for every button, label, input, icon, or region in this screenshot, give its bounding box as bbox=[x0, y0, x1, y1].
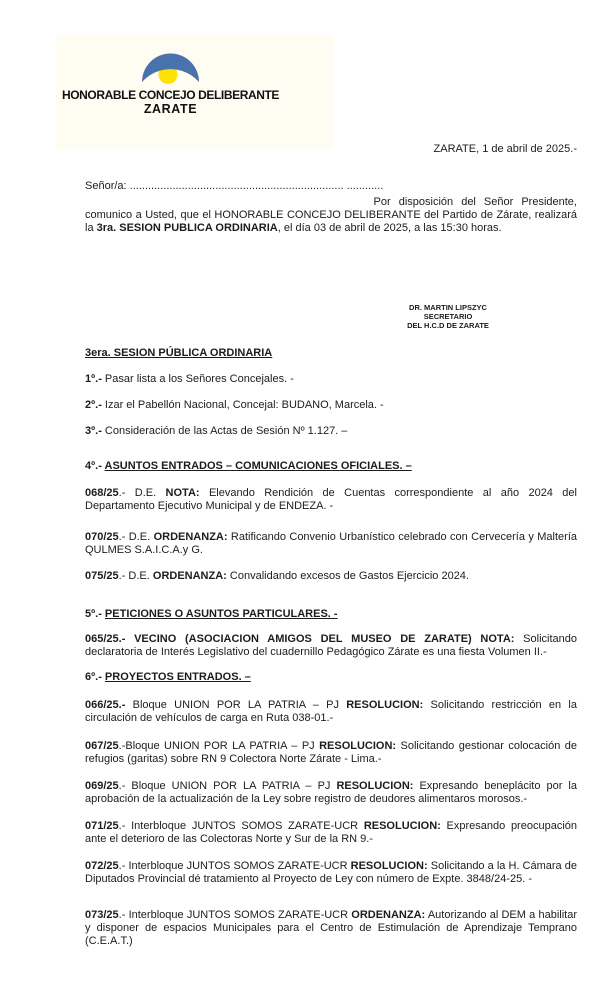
item-origin: .- D.E. bbox=[118, 487, 166, 499]
item-origin: .- Interbloque JUNTOS SOMOS ZARATE-UCR bbox=[118, 820, 364, 832]
item-text: Elevando Rendición de Cuentas correspondiente al año 2024 del Departamento Ejecutivo Municipal y de ENDEZA. - bbox=[85, 487, 577, 512]
item-origin: .- Interbloque JUNTOS SOMOS ZARATE-UCR bbox=[118, 860, 351, 872]
salutation-dots: ...................................................................... ............ bbox=[129, 180, 384, 192]
logo bbox=[56, 35, 285, 149]
item-origin: .- Bloque UNION POR LA PATRIA – PJ bbox=[118, 780, 337, 792]
item-text: Ratificando Convenio Urbanístico celebrado con Cervecería y Maltería QULMES S.A.I.C.A.y G. bbox=[85, 531, 577, 556]
intro-session-name: 3ra. SESION PUBLICA ORDINARIA bbox=[96, 222, 278, 234]
item-doc-type: RESOLUCION: bbox=[336, 780, 414, 792]
item-doc-type: RESOLUCION: bbox=[350, 860, 428, 872]
intro-paragraph bbox=[85, 209, 577, 235]
item-text: Solicitando a la H. Cámara de Diputados Provincial dé tratamiento al Proyecto de Ley con número de Expte. 3848/24-25. - bbox=[85, 860, 577, 885]
item-number: 073/25 bbox=[85, 909, 119, 921]
item-doc-type: RESOLUCION: bbox=[346, 699, 424, 711]
item-number: 065/25.- VECINO (ASOCIACION AMIGOS DEL MUSEO DE ZARATE) NOTA: bbox=[85, 633, 515, 645]
agenda-point-3 bbox=[85, 425, 577, 438]
agenda-item-072 bbox=[85, 860, 577, 886]
section-title: ASUNTOS ENTRADOS – COMUNICACIONES OFICIALES. – bbox=[104, 460, 412, 472]
item-doc-type: ORDENANZA: bbox=[351, 909, 426, 921]
item-number: 069/25 bbox=[85, 780, 119, 792]
item-number: 068/25 bbox=[85, 487, 119, 499]
point-text: Izar el Pabellón Nacional, Concejal: BUDANO, Marcela. - bbox=[101, 399, 384, 411]
signature-block bbox=[383, 303, 513, 330]
agenda-item-065 bbox=[85, 633, 577, 659]
item-doc-type: ORDENANZA: bbox=[153, 531, 228, 543]
item-text: Solicitando gestionar colocación de refugios (garitas) sobre RN 9 Colectora Norte Zárate - Lima.- bbox=[85, 740, 577, 765]
item-number: 067/25 bbox=[85, 740, 119, 752]
item-origin: .-Bloque UNION POR LA PATRIA – PJ bbox=[118, 740, 320, 752]
section-number: 4º.- bbox=[85, 460, 105, 472]
item-origin: .- D.E. bbox=[118, 570, 153, 582]
item-doc-type: RESOLUCION: bbox=[319, 740, 397, 752]
date-line: ZARATE, 1 de abril de 2025.- bbox=[433, 143, 577, 155]
agenda-item-066 bbox=[85, 699, 577, 725]
item-number: 071/25 bbox=[85, 820, 119, 832]
point-number: 3º.- bbox=[85, 425, 102, 437]
intro-text-tail: , el día 03 de abril de 2025, a las 15:30 horas. bbox=[277, 222, 502, 234]
item-doc-type: NOTA: bbox=[165, 487, 200, 499]
item-origin: .- D.E. bbox=[118, 531, 154, 543]
section-heading-6 bbox=[85, 671, 577, 684]
item-text: Expresando preocupación ante el deterioro de las Colectoras Norte y Sur de la RN 9.- bbox=[85, 820, 577, 845]
item-number: 075/25 bbox=[85, 570, 119, 582]
letter-body bbox=[85, 143, 577, 948]
logo-org-name: HONORABLE CONCEJO DELIBERANTE bbox=[61, 88, 280, 102]
agenda-item-075 bbox=[85, 570, 577, 583]
agenda-point-1 bbox=[85, 373, 577, 386]
point-number: 1º.- bbox=[85, 373, 102, 385]
agenda-item-070 bbox=[85, 531, 577, 557]
item-text: Expresando beneplácito por la aprobación de la actualización de la Ley sobre registro de deudores alimentaros morosos.- bbox=[85, 780, 577, 805]
section-number: 5º.- bbox=[85, 608, 105, 620]
salutation-line bbox=[85, 180, 577, 193]
item-doc-type: RESOLUCION: bbox=[363, 820, 441, 832]
signature-name: DR. MARTIN LIPSZYC bbox=[409, 303, 487, 312]
agenda-point-2 bbox=[85, 399, 577, 412]
agenda-item-068 bbox=[85, 487, 577, 513]
agenda-item-069 bbox=[85, 780, 577, 806]
item-number: 070/25 bbox=[85, 531, 119, 543]
agenda-item-073 bbox=[85, 909, 577, 948]
logo-org-city: ZARATE bbox=[143, 102, 198, 116]
point-number: 2º.- bbox=[85, 399, 102, 411]
point-text: Pasar lista a los Señores Concejales. - bbox=[101, 373, 294, 385]
item-doc-type: ORDENANZA: bbox=[152, 570, 227, 582]
logo-panel bbox=[56, 35, 333, 149]
agenda-item-071 bbox=[85, 820, 577, 846]
signature-role: SECRETARIO bbox=[423, 312, 473, 321]
section-heading-4 bbox=[85, 460, 577, 473]
signature-org: DEL H.C.D DE ZARATE bbox=[407, 321, 489, 330]
session-title: 3era. SESION PÚBLICA ORDINARIA bbox=[85, 347, 273, 359]
council-logo-icon bbox=[141, 49, 201, 85]
item-origin: Bloque UNION POR LA PATRIA – PJ bbox=[125, 699, 347, 711]
intro-first-line: Por disposición del Señor Presidente, bbox=[373, 196, 577, 208]
item-number: 066/25.- bbox=[85, 699, 126, 711]
section-number: 6º.- bbox=[85, 671, 105, 683]
item-text: Solicitando declaratoria de Interés Legislativo del cuadernillo Pedagógico Zárate es una fiesta Volumen II.- bbox=[85, 633, 577, 658]
salutation-label: Señor/a: bbox=[85, 180, 127, 192]
section-title: PROYECTOS ENTRADOS. – bbox=[104, 671, 251, 683]
item-text: Convalidando excesos de Gastos Ejercicio 2024. bbox=[226, 570, 469, 582]
agenda-item-067 bbox=[85, 740, 577, 766]
section-title: PETICIONES O ASUNTOS PARTICULARES. - bbox=[104, 608, 338, 620]
intro-text: comunico a Usted, que el HONORABLE CONCEJO DELIBERANTE del Partido de Zárate, realizará la bbox=[85, 209, 577, 234]
item-text: Autorizando al DEM a habilitar y disponer de espacios Municipales para el Centro de Estimulación de Aprendizaje Temprano (C.E.A.T.) bbox=[85, 909, 577, 947]
item-origin: .- Interbloque JUNTOS SOMOS ZARATE-UCR bbox=[118, 909, 352, 921]
section-heading-5 bbox=[85, 608, 577, 621]
item-text: Solicitando restricción en la circulación de vehículos de carga en Ruta 038-01.- bbox=[85, 699, 577, 724]
point-text: Consideración de las Actas de Sesión Nº 1.127. – bbox=[101, 425, 348, 437]
item-number: 072/25 bbox=[85, 860, 119, 872]
